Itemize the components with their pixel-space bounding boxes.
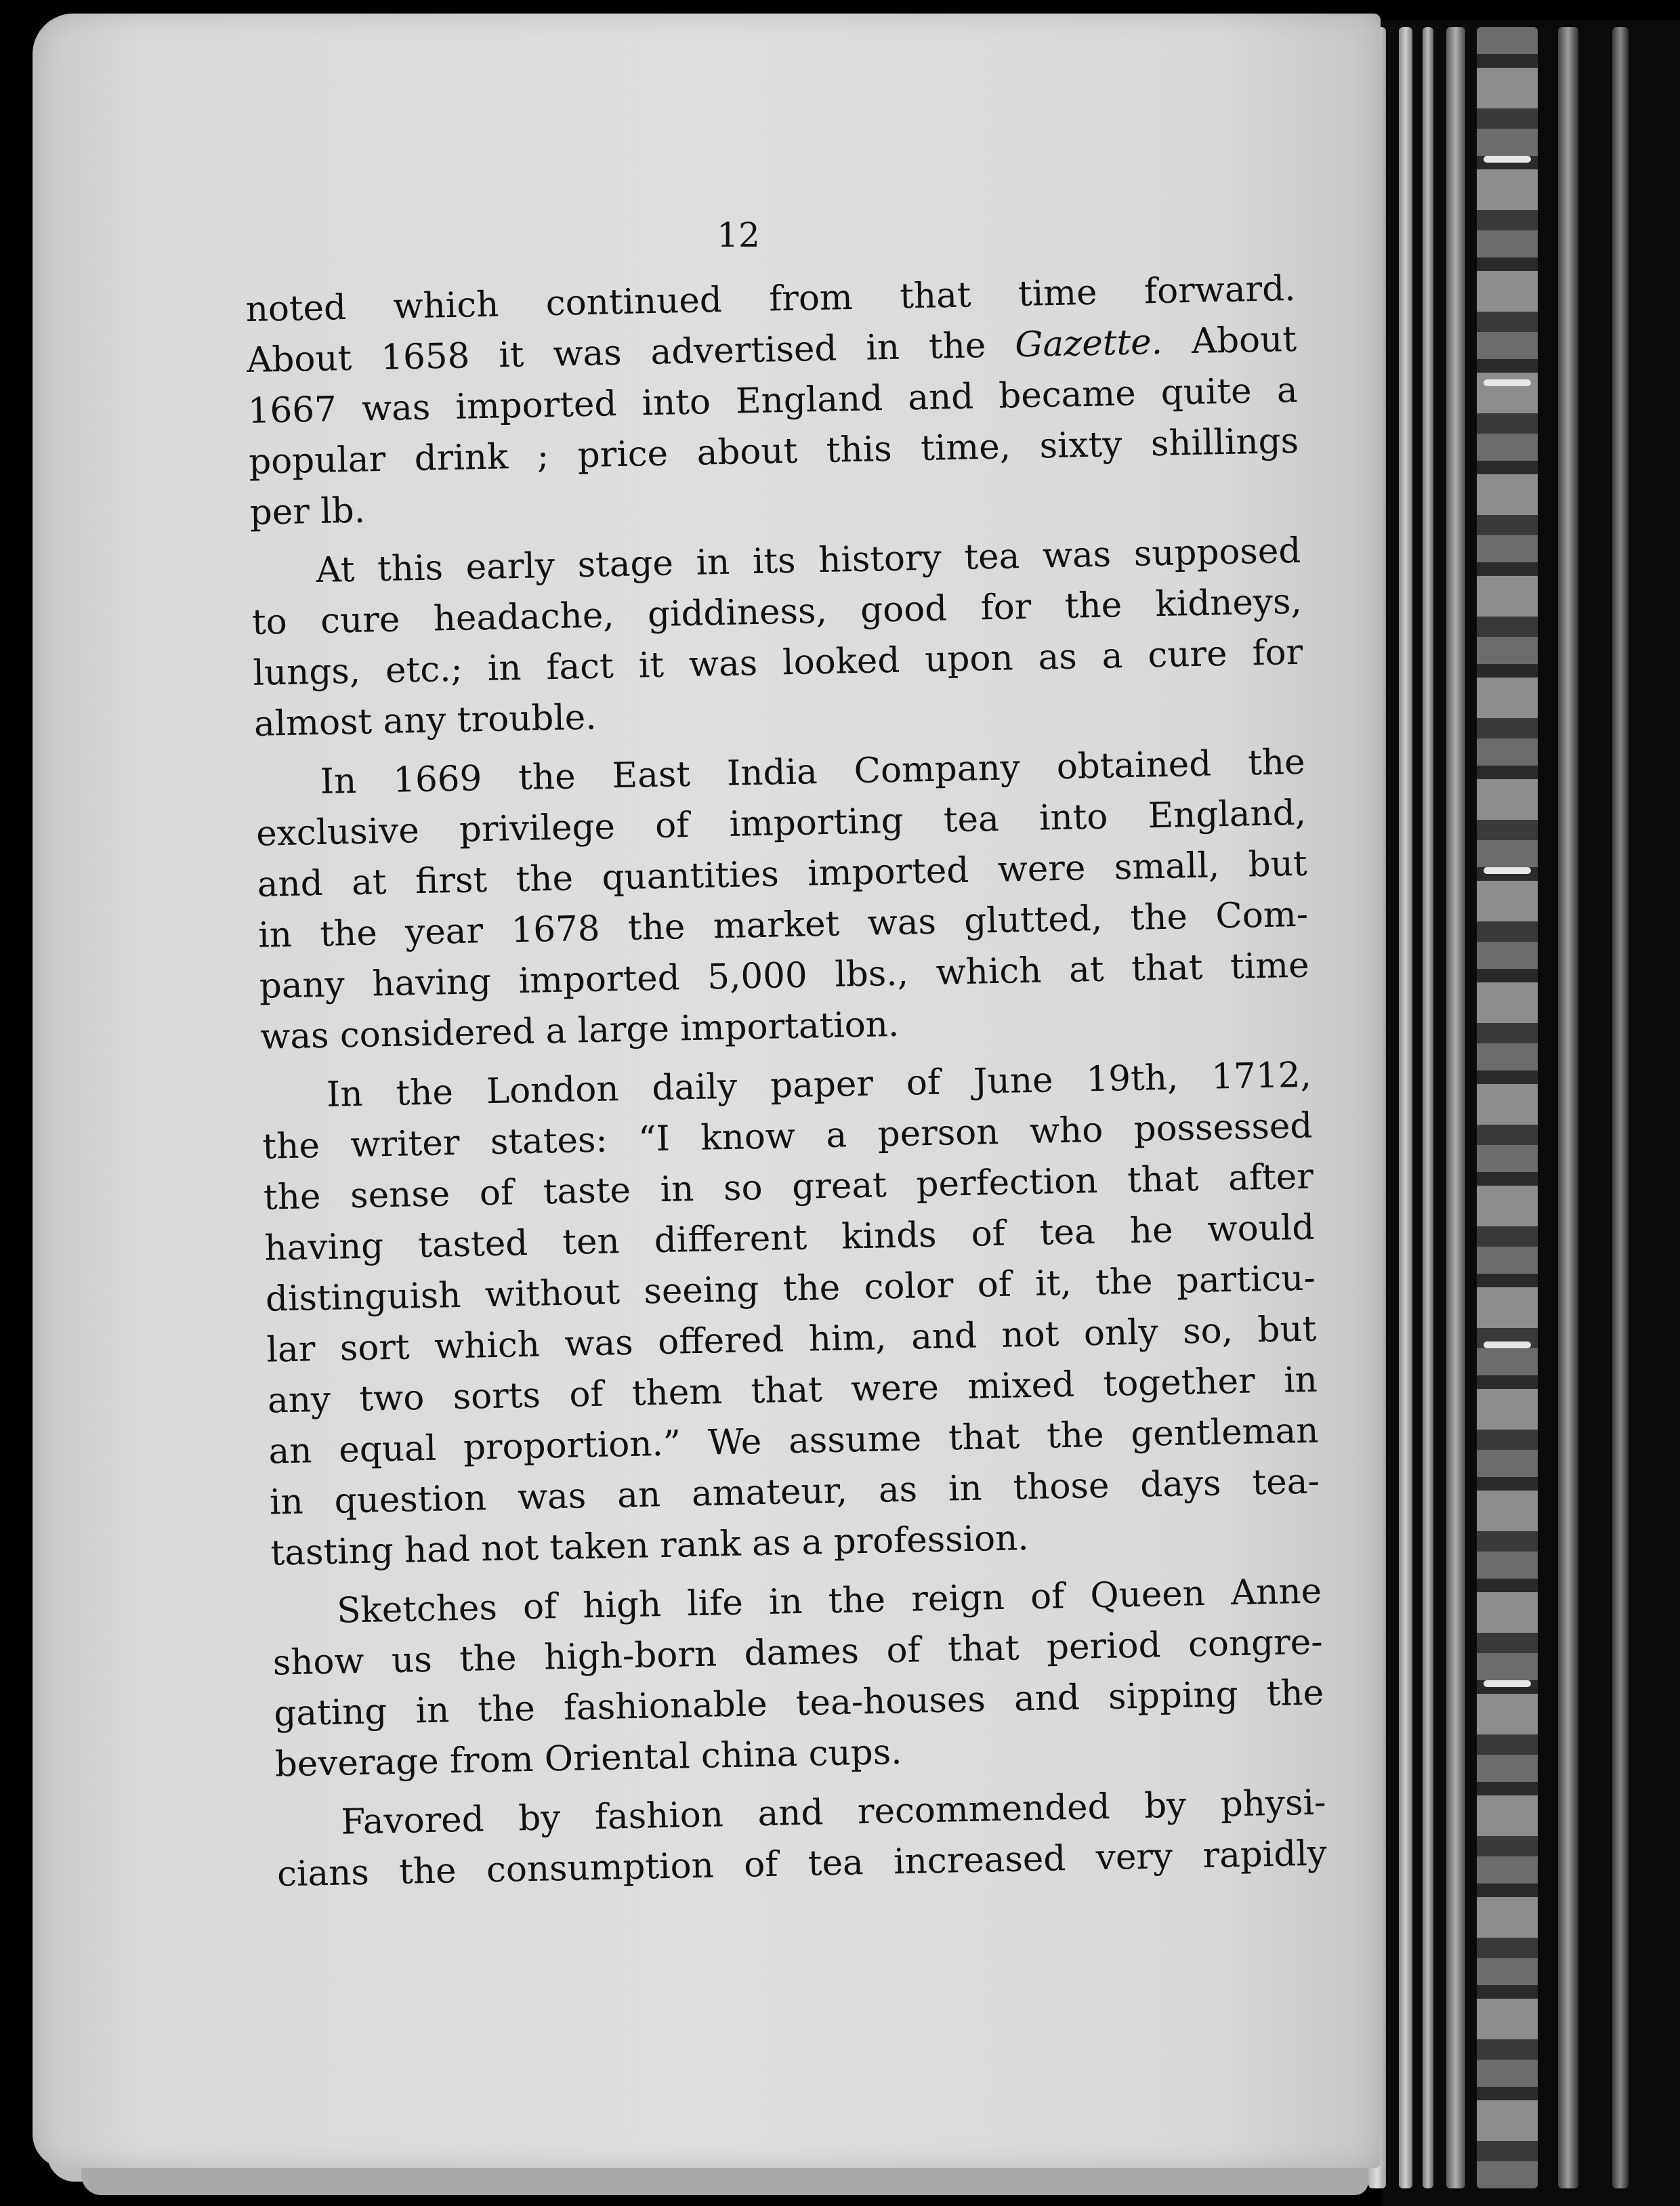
text-line: lar sort which was offered him, and not only so, but — [266, 1308, 1317, 1371]
binding-stitch — [1484, 1680, 1531, 1687]
text-line: beverage from Oriental china cups. — [274, 1731, 903, 1785]
italic-title: Gazette. — [1014, 321, 1163, 366]
text-line: pany having imported 5,000 lbs., which at that time — [259, 944, 1310, 1007]
text-line: cians the consumption of tea increased very rapidly — [276, 1833, 1328, 1895]
page-number: 12 — [717, 215, 760, 255]
text-line: in question was an amateur, as in those days tea- — [269, 1461, 1320, 1523]
text-line: per lb. — [249, 490, 366, 533]
leaf-edge — [1612, 27, 1629, 2188]
text-line: the writer states: “I know a person who possessed — [261, 1105, 1313, 1167]
sewn-binding — [1477, 27, 1538, 2188]
text-line: any two sorts of them that were mixed together in — [267, 1359, 1318, 1421]
text-line: almost any trouble. — [253, 696, 597, 745]
binding-stitch — [1484, 1341, 1531, 1348]
text-line: At this early stage in its history tea was supposed — [315, 530, 1301, 591]
paragraph — [245, 264, 1300, 539]
text-line: the sense of taste in so great perfection that after — [263, 1156, 1314, 1218]
text-line-start: About 1658 it was advertised in the — [246, 325, 1015, 381]
binding-stitch — [1484, 156, 1531, 163]
paragraph — [272, 1566, 1326, 1791]
text-line: show us the high-born dames of that period congre- — [272, 1621, 1324, 1684]
text-line: having tasted ten different kinds of tea he would — [264, 1207, 1315, 1269]
binding-stitch — [1484, 379, 1531, 386]
paragraph — [261, 1050, 1321, 1579]
text-line: Sketches of high life in the reign of Queen Anne — [336, 1570, 1322, 1631]
text-line: In the London daily paper of June 19th, 1712, — [326, 1054, 1312, 1115]
leaf-edge — [1399, 27, 1412, 2188]
leaf-edge — [1558, 27, 1578, 2188]
text-line-end: About — [1162, 318, 1297, 362]
text-line: Favored by fashion and recommended by physi- — [340, 1782, 1326, 1843]
text-line: to cure headache, giddiness, good for the kidneys, — [251, 581, 1303, 643]
text-line: noted which continued from that time forward. — [245, 268, 1297, 330]
text-line: gating in the fashionable tea-houses and sipping the — [273, 1672, 1324, 1734]
binding-stitch — [1484, 867, 1531, 874]
text-line: in the year 1678 the market was glutted, the Com- — [257, 894, 1309, 956]
text-line: exclusive privilege of importing tea into England, — [255, 792, 1307, 854]
text-line: 1667 was imported into England and became quite a — [247, 369, 1299, 432]
text-line: In 1669 the East India Company obtained the — [320, 741, 1306, 802]
paragraph — [276, 1777, 1328, 1900]
text-line: lungs, etc.; in fact it was looked upon as a cure for — [252, 631, 1303, 694]
leaf-edge — [1423, 27, 1433, 2188]
body-text — [245, 264, 1328, 1909]
text-line: tasting had not taken rank as a profession. — [270, 1518, 1030, 1574]
paragraph — [251, 526, 1305, 750]
text-line: was considered a large importation. — [259, 1003, 900, 1058]
text-line: an equal proportion.” We assume that the gentleman — [268, 1410, 1319, 1472]
text-line: and at first the quantities imported were small, but — [257, 843, 1308, 905]
text-line: distinguish without seeing the color of it, the particu- — [265, 1257, 1316, 1320]
paragraph — [255, 737, 1311, 1063]
leaf-edge — [1446, 27, 1465, 2188]
text-line: popular drink ; price about this time, sixty shillings — [248, 420, 1299, 482]
